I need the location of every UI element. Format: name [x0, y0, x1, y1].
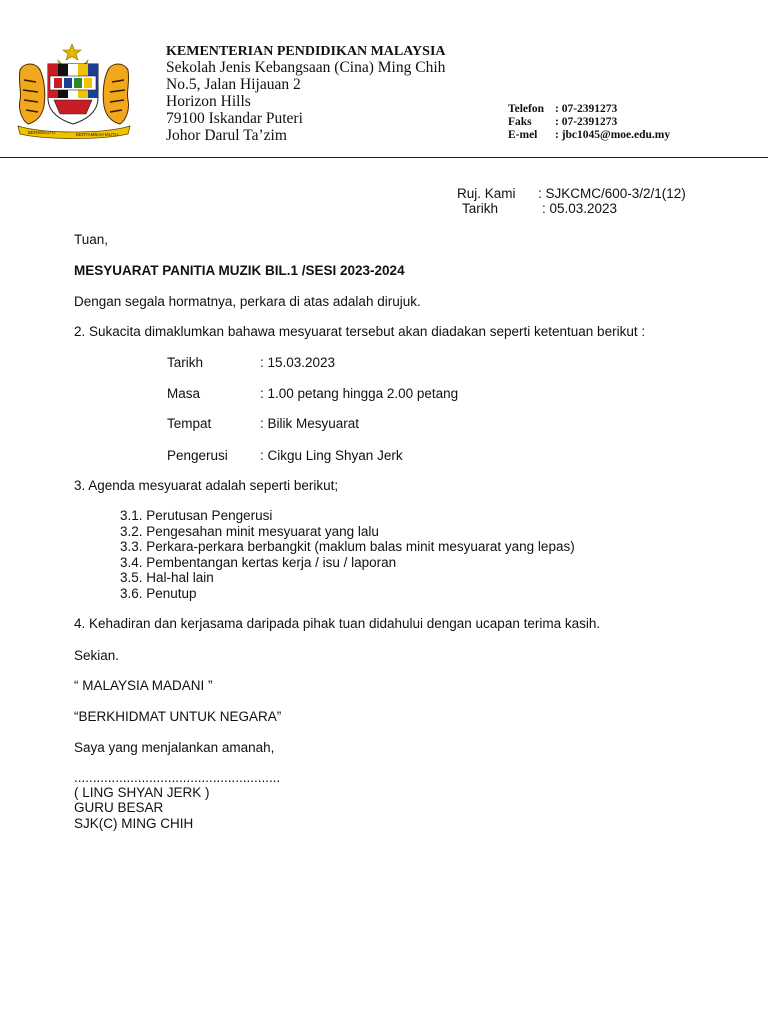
agenda-item: 3.6. Penutup [120, 586, 197, 601]
paragraph-1: Dengan segala hormatnya, perkara di atas adalah dirujuk. [74, 294, 421, 309]
crest-motto-right: BERTAMBAH MUTU [76, 132, 118, 137]
telefon-label: Telefon [508, 103, 544, 115]
faks-value: : 07-2391273 [555, 116, 618, 128]
telefon-value: : 07-2391273 [555, 103, 618, 115]
school-name: Sekolah Jenis Kebangsaan (Cina) Ming Chih [166, 59, 446, 76]
email-value: : jbc1045@moe.edu.my [555, 129, 671, 141]
subject-heading: MESYUARAT PANITIA MUZIK BIL.1 /SESI 2023-2024 [74, 263, 405, 278]
signatory-title: GURU BESAR [74, 800, 164, 815]
letterhead-divider [0, 157, 768, 158]
paragraph-2: 2. Sukacita dimaklumkan bahawa mesyuarat tersebut akan diadakan seperti ketentuan berikut : [74, 324, 646, 339]
closing: Sekian. [74, 648, 120, 663]
paragraph-4: 4. Kehadiran dan kerjasama daripada pihak tuan didahului dengan ucapan terima kasih. [74, 616, 601, 631]
agenda-item: 3.1. Perutusan Pengerusi [120, 508, 273, 523]
crest-right-tiger [103, 64, 128, 124]
address-line-2: Horizon Hills [166, 93, 251, 110]
crest-motto-left: BERSEKUTU [28, 130, 56, 135]
agenda-item: 3.4. Pembentangan kertas kerja / isu / laporan [120, 555, 397, 570]
detail-pengerusi-value: : Cikgu Ling Shyan Jerk [260, 448, 403, 463]
signature-line: ....................................................... [74, 770, 281, 785]
slogan-berkhidmat: “BERKHIDMAT UNTUK NEGARA” [74, 709, 282, 724]
trust-statement: Saya yang menjalankan amanah, [74, 740, 275, 755]
signatory-school: SJK(C) MING CHIH [74, 816, 194, 831]
address-line-1: No.5, Jalan Hijauan 2 [166, 76, 301, 93]
tarikh-value: : 05.03.2023 [542, 201, 618, 216]
email-label: E-mel [508, 129, 538, 141]
detail-tempat-value: : Bilik Mesyuarat [260, 416, 360, 431]
paragraph-3: 3. Agenda mesyuarat adalah seperti berikut; [74, 478, 339, 493]
agenda-item: 3.2. Pengesahan minit mesyuarat yang lalu [120, 524, 379, 539]
detail-tarikh-label: Tarikh [167, 355, 204, 370]
ministry-name: KEMENTERIAN PENDIDIKAN MALAYSIA [166, 44, 446, 59]
agenda-item: 3.5. Hal-hal lain [120, 570, 214, 585]
tarikh-label: Tarikh [462, 201, 499, 216]
ruj-label: Ruj. Kami [457, 186, 516, 201]
faks-label: Faks [508, 116, 532, 128]
detail-tempat-label: Tempat [167, 416, 212, 431]
address-line-3: 79100 Iskandar Puteri [166, 110, 303, 127]
crest-star [63, 44, 81, 60]
coat-of-arms-logo [14, 40, 134, 140]
crest-left-tiger [19, 64, 44, 124]
salutation: Tuan, [74, 232, 109, 247]
detail-masa-label: Masa [167, 386, 201, 401]
slogan-madani: “ MALAYSIA MADANI ” [74, 678, 213, 693]
agenda-item: 3.3. Perkara-perkara berbangkit (maklum balas minit mesyuarat yang lepas) [120, 539, 575, 554]
signatory-name: ( LING SHYAN JERK ) [74, 785, 210, 800]
detail-tarikh-value: : 15.03.2023 [260, 355, 336, 370]
address-line-4: Johor Darul Ta’zim [166, 127, 287, 144]
ruj-value: : SJKCMC/600-3/2/1(12) [538, 186, 686, 201]
detail-masa-value: : 1.00 petang hingga 2.00 petang [260, 386, 459, 401]
detail-pengerusi-label: Pengerusi [167, 448, 228, 463]
